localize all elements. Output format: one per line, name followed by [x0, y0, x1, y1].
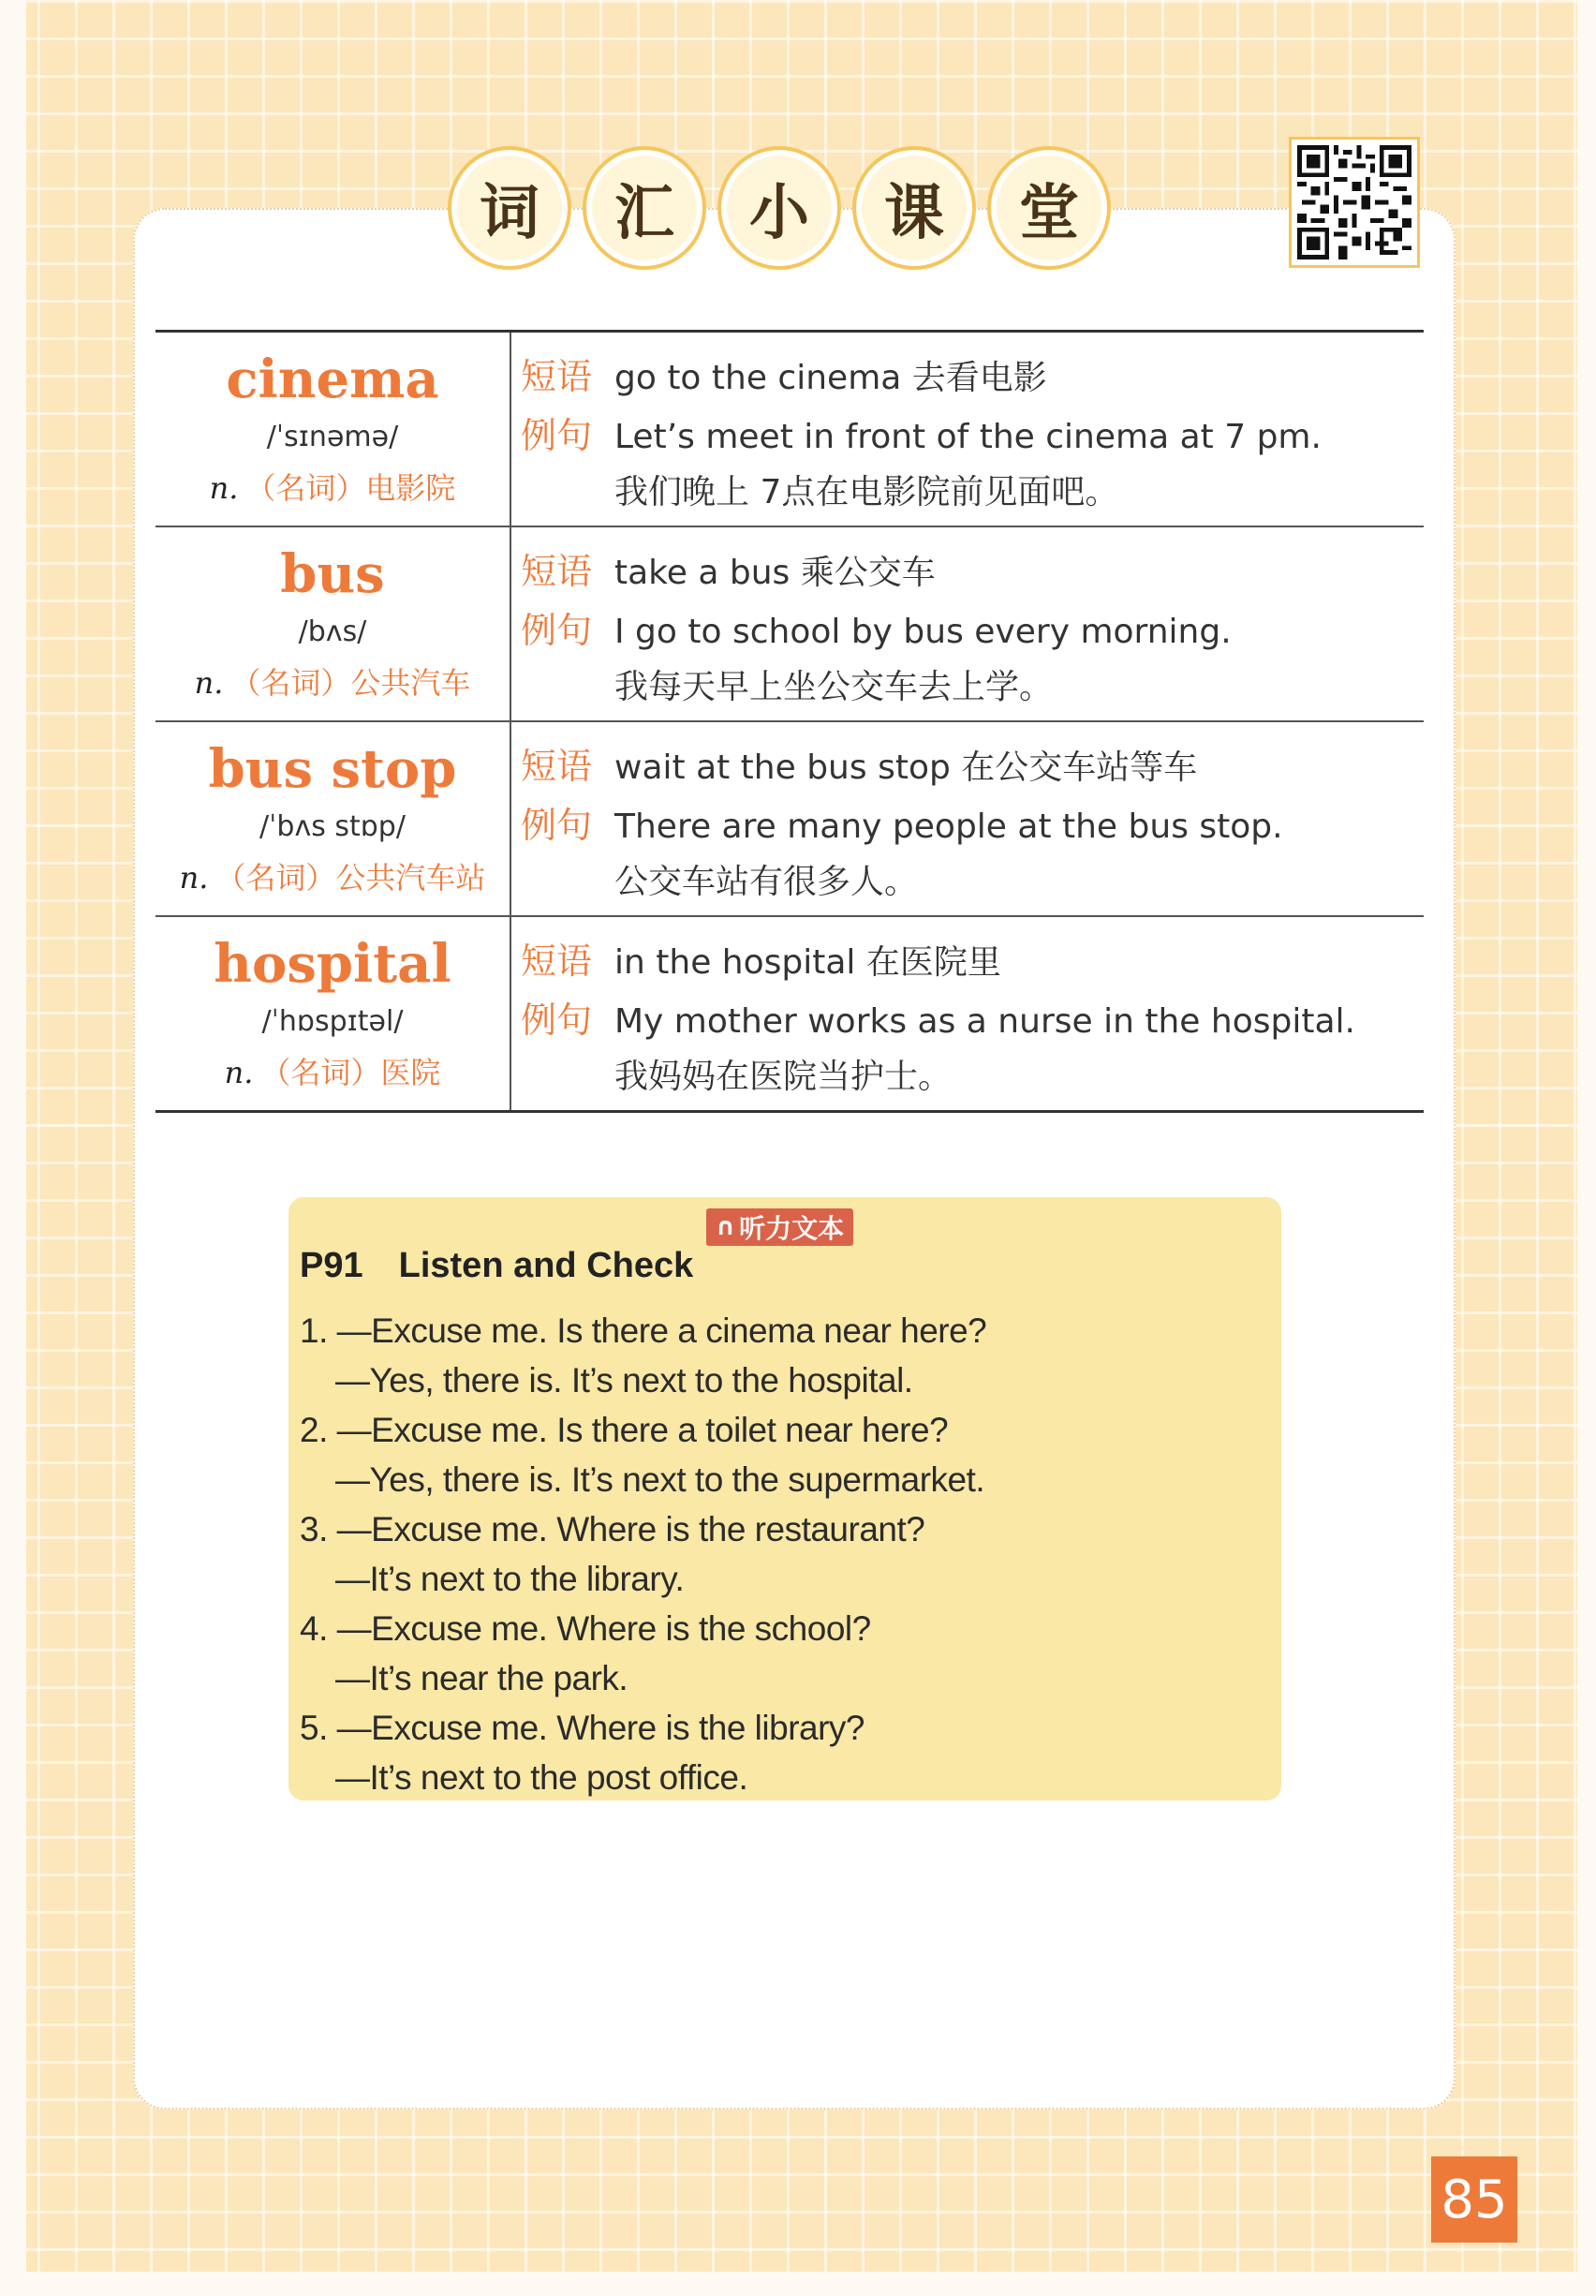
dialogue-answer: —Yes, there is. It’s next to the hospital.	[335, 1361, 913, 1400]
section-title	[448, 146, 1111, 268]
example-cn: 我们晚上 7点在电影院前见面吧。	[614, 472, 1119, 511]
phrase-tag: 短语	[521, 550, 593, 592]
vocab-row-hospital	[155, 917, 1424, 1110]
phrase-line	[521, 542, 1424, 601]
listening-badge-label: 听力文本	[739, 1213, 845, 1244]
example-tag: 例句	[521, 609, 593, 651]
pos-meaning: （名词）医院	[260, 1055, 441, 1090]
dialogue-answer: —It’s next to the library.	[335, 1560, 685, 1598]
page-margin-bottom	[0, 2272, 1596, 2296]
headphones-icon: ∩	[716, 1213, 736, 1241]
phrase-tag: 短语	[521, 940, 593, 982]
phrase-text: wait at the bus stop 在公交车站等车	[614, 748, 1198, 787]
dialogue-question: 5. —Excuse me. Where is the library?	[300, 1709, 864, 1747]
vocab-pos	[225, 1052, 441, 1093]
dialogue-answer: —It’s near the park.	[335, 1659, 628, 1697]
phrase-line	[521, 737, 1424, 796]
dialogue-list	[300, 1306, 1274, 1802]
vocab-phonetic: /ˈbʌs stɒp/	[259, 810, 406, 843]
word-cell	[155, 722, 511, 915]
example-line	[521, 991, 1424, 1050]
vocab-row-cinema	[155, 333, 1424, 527]
example-tag: 例句	[521, 999, 593, 1041]
vocab-row-bus-stop	[155, 722, 1424, 917]
example-translation-line	[521, 466, 1424, 525]
phrase-tag: 短语	[521, 745, 593, 787]
word-cell	[155, 527, 511, 720]
example-translation-line	[521, 855, 1424, 914]
example-cn: 公交车站有很多人。	[614, 862, 919, 901]
phrase-text: take a bus 乘公交车	[614, 553, 936, 592]
dialogue-question: 4. —Excuse me. Where is the school?	[300, 1609, 871, 1648]
pos-abbr: n.	[194, 665, 224, 701]
phrase-text: go to the cinema 去看电影	[614, 358, 1047, 397]
example-cn: 我每天早上坐公交车去上学。	[614, 667, 1054, 706]
example-line	[521, 407, 1424, 466]
example-cell	[511, 722, 1424, 915]
pos-meaning: （名词）公共汽车	[230, 665, 471, 701]
example-translation-line	[521, 660, 1424, 719]
example-tag: 例句	[521, 414, 593, 456]
vocab-row-bus	[155, 527, 1424, 722]
page-margin-left	[0, 0, 26, 2296]
example-en: My mother works as a nurse in the hospital.	[614, 1001, 1355, 1041]
example-cn: 我妈妈在医院当护士。	[614, 1057, 953, 1096]
example-en: There are many people at the bus stop.	[614, 807, 1283, 846]
example-line	[521, 796, 1424, 855]
phrase-line	[521, 932, 1424, 991]
vocab-phonetic: /bʌs/	[298, 615, 367, 648]
pos-abbr: n.	[209, 470, 239, 506]
dialogue-question: 3. —Excuse me. Where is the restaurant?	[300, 1510, 925, 1548]
qr-code[interactable]	[1289, 137, 1420, 268]
phrase-tag: 短语	[521, 355, 593, 397]
title-char: 汇	[583, 146, 706, 270]
vocab-pos	[210, 467, 456, 509]
pos-meaning: （名词）电影院	[245, 470, 456, 506]
page-reference: P91	[300, 1246, 363, 1285]
vocab-word: bus stop	[208, 738, 457, 800]
example-cell	[511, 917, 1424, 1110]
pos-abbr: n.	[179, 860, 209, 896]
title-char: 堂	[987, 146, 1111, 270]
phrase-line	[521, 348, 1424, 407]
pos-meaning: （名词）公共汽车站	[215, 860, 486, 896]
word-cell	[155, 333, 511, 526]
title-char: 小	[717, 146, 841, 270]
listening-badge	[706, 1208, 853, 1246]
phrase-text: in the hospital 在医院里	[614, 942, 1001, 982]
title-char: 课	[852, 146, 976, 270]
vocab-pos	[180, 857, 486, 898]
example-cell	[511, 333, 1424, 526]
dialogue-answer: —It’s next to the post office.	[335, 1758, 748, 1797]
example-tag: 例句	[521, 804, 593, 846]
title-char: 词	[448, 146, 571, 270]
example-en: I go to school by bus every morning.	[614, 612, 1232, 651]
example-translation-line	[521, 1050, 1424, 1109]
vocab-word: bus	[280, 543, 385, 605]
listening-title-text: Listen and Check	[398, 1246, 694, 1285]
pos-abbr: n.	[224, 1055, 254, 1090]
vocab-phonetic: /ˈhɒspɪtəl/	[261, 1005, 404, 1038]
example-cell	[511, 527, 1424, 720]
vocab-table	[155, 330, 1424, 1113]
vocab-pos	[195, 662, 471, 704]
dialogue-question: 2. —Excuse me. Is there a toilet near here?	[300, 1411, 949, 1449]
qr-code-icon	[1297, 145, 1411, 259]
vocab-word: hospital	[214, 933, 451, 995]
vocab-word: cinema	[226, 348, 439, 410]
page-margin-right	[1577, 0, 1596, 2296]
page-number: 85	[1431, 2156, 1517, 2243]
listening-script-box	[288, 1197, 1281, 1800]
listening-title	[300, 1246, 693, 1286]
example-en: Let’s meet in front of the cinema at 7 pm.	[614, 417, 1322, 456]
word-cell	[155, 917, 511, 1110]
example-line	[521, 601, 1424, 660]
dialogue-answer: —Yes, there is. It’s next to the supermarket.	[335, 1460, 985, 1499]
dialogue-question: 1. —Excuse me. Is there a cinema near here?	[300, 1311, 987, 1350]
vocab-phonetic: /ˈsɪnəmə/	[266, 421, 399, 453]
